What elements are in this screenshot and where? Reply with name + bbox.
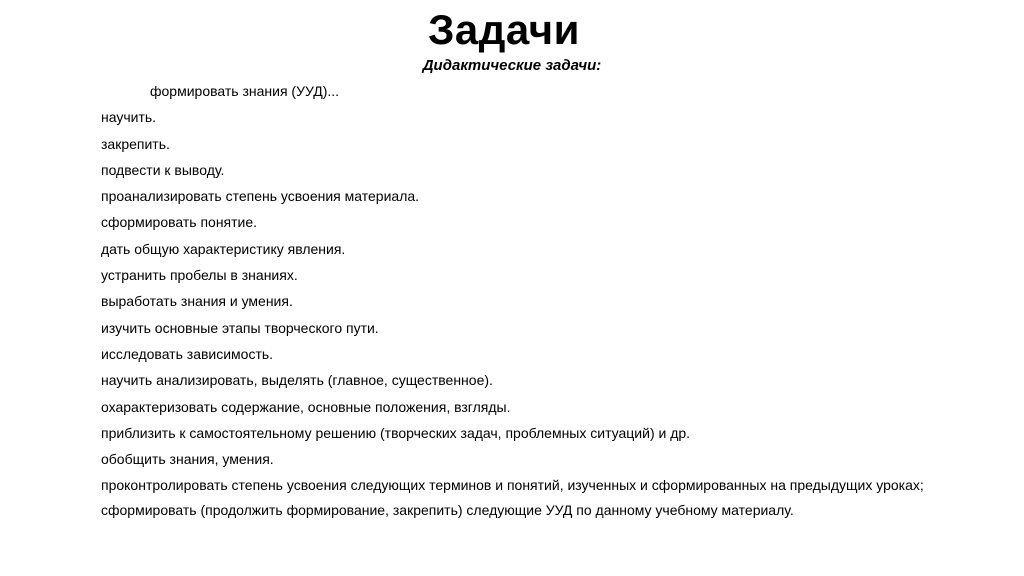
task-item: устранить пробелы в знаниях. (101, 267, 298, 284)
task-item: сформировать (продолжить формирование, закрепить) следующие УУД по данному учебному материалу. (101, 502, 794, 519)
task-item: приблизить к самостоятельному решению (творческих задач, проблемных ситуаций) и др. (101, 424, 691, 441)
task-item: сформировать понятие. (101, 214, 258, 231)
slide-subtitle: Дидактические задачи: (422, 57, 602, 74)
task-item: дать общую характеристику явления. (101, 240, 346, 257)
task-item: обобщить знания, умения. (101, 451, 274, 468)
task-item: охарактеризовать содержание, основные положения, взгляды. (101, 398, 511, 415)
task-item: подвести к выводу. (101, 161, 225, 178)
task-item: выработать знания и умения. (101, 293, 293, 310)
task-item: формировать знания (УУД)... (150, 83, 340, 99)
task-item: изучить основные этапы творческого пути. (101, 319, 379, 336)
slide-title: Задачи (428, 6, 580, 53)
task-item: проанализировать степень усвоения материала. (101, 188, 420, 205)
task-item: исследовать зависимость. (101, 345, 274, 362)
task-item: закрепить. (101, 135, 170, 152)
task-list (0, 81, 1024, 527)
task-item: научить анализировать, выделять (главное, существенное). (101, 372, 493, 389)
task-item: проконтролировать степень усвоения следующих терминов и понятий, изученных и сформированных на предыдущих уроках; (101, 477, 924, 494)
task-item: научить. (101, 109, 157, 126)
